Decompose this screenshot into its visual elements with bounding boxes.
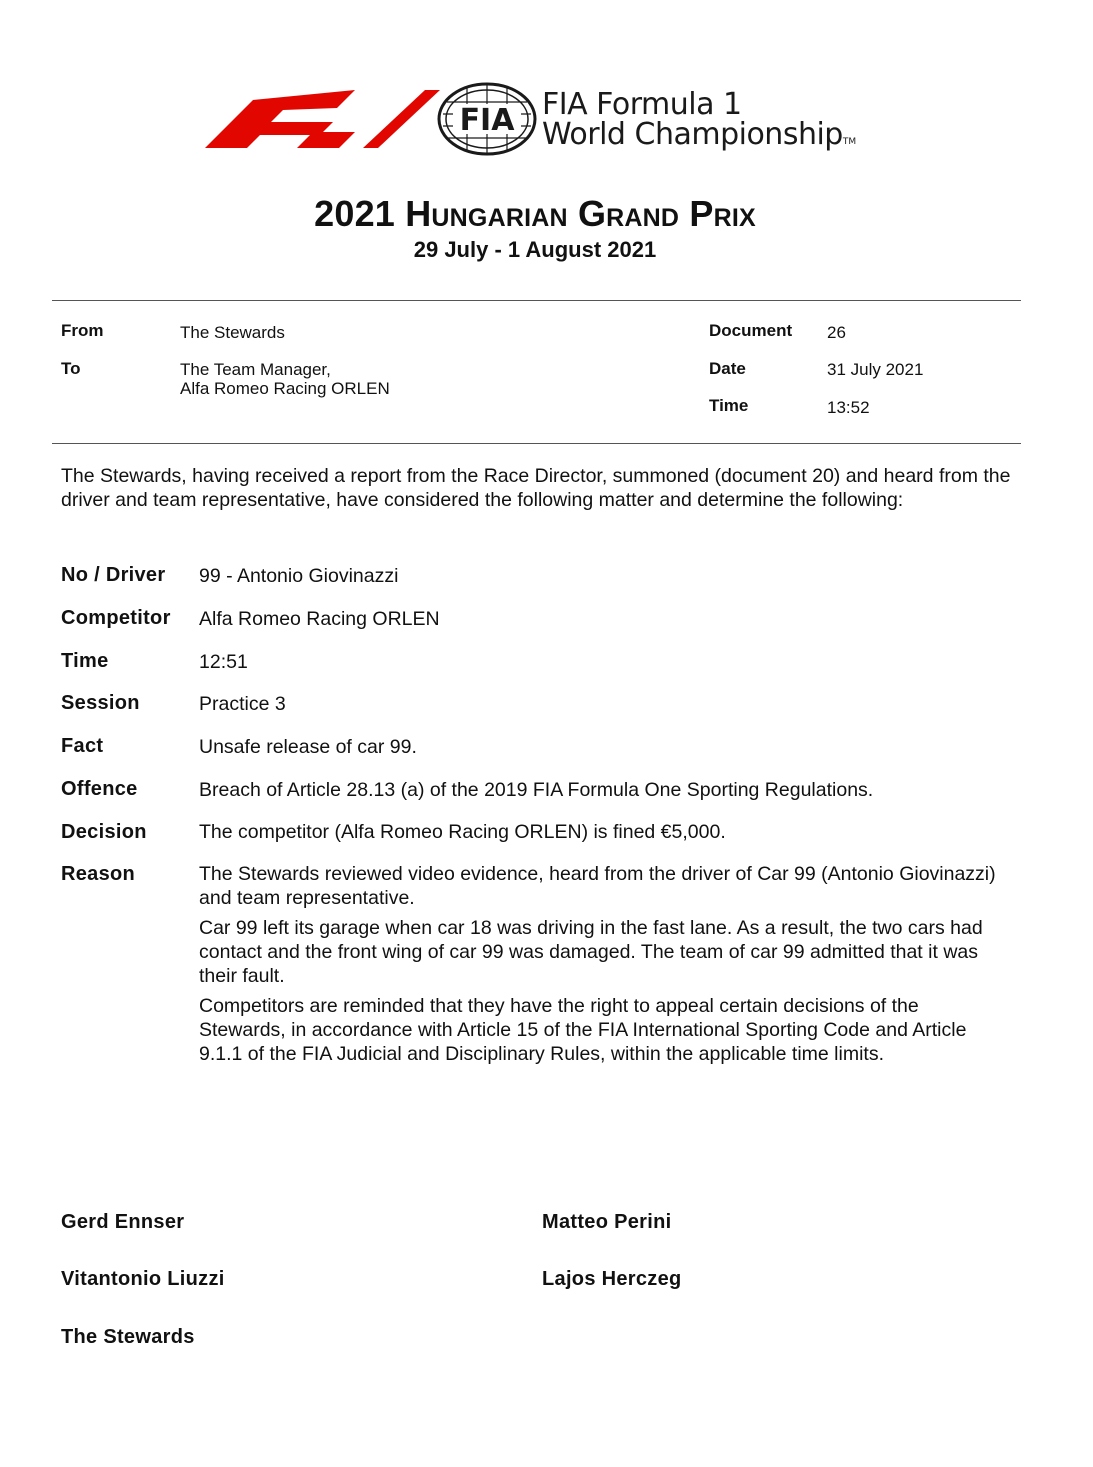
trademark-mark: TM [842,137,857,147]
date-label: Date [709,359,746,378]
detail-value-session: Practice 3 [199,693,286,715]
fia-emblem-icon [437,82,537,156]
detail-label-fact: Fact [61,735,104,757]
detail-label-decision: Decision [61,821,147,843]
fia-wordmark: FIA [459,103,515,138]
date-value: 31 July 2021 [827,360,924,379]
detail-label-session: Session [61,692,140,714]
header-logo-band [205,80,895,160]
header-divider-bottom [52,443,1021,444]
detail-value-driver: 99 - Antonio Giovinazzi [199,565,399,587]
time-value: 13:52 [827,398,870,417]
detail-value-time: 12:51 [199,651,248,673]
stewards-signoff: The Stewards [61,1326,195,1348]
reason-paragraph-1: The Stewards reviewed video evidence, heard from the driver of Car 99 (Antonio Giovinazzi) and team representative. [199,863,996,909]
steward-name-3: Vitantonio Liuzzi [61,1268,225,1290]
event-title: 2021 Hungarian Grand Prix [314,193,756,234]
detail-label-time: Time [61,650,109,672]
detail-value-decision: The competitor (Alfa Romeo Racing ORLEN) is fined €5,000. [199,821,726,843]
steward-name-1: Gerd Ennser [61,1211,185,1233]
reason-text [199,862,999,1072]
championship-line1: FIA Formula 1 [542,87,742,122]
document-value: 26 [827,323,846,342]
championship-line2 [542,117,857,157]
time-label: Time [709,396,749,415]
championship-title [542,87,857,157]
detail-label-offence: Offence [61,778,138,800]
to-label: To [61,359,81,378]
intro-paragraph: The Stewards, having received a report from the Race Director, summoned (document 20) and heard from the driver and team representative, have considered the following matter and determine the following: [61,465,1011,511]
to-value-line2: Alfa Romeo Racing ORLEN [180,379,390,398]
detail-value-fact: Unsafe release of car 99. [199,736,417,758]
steward-name-4: Lajos Herczeg [542,1268,682,1290]
event-dates: 29 July - 1 August 2021 [413,237,657,262]
reason-paragraph-3: Competitors are reminded that they have the right to appeal certain decisions of the Stewards, in accordance with Article 15 of the FIA International Sporting Code and Article 9.1.1 of the FIA Judicial and Disciplinary Rules, within the applicable time limits. [199,995,967,1065]
reason-paragraph-2: Car 99 left its garage when car 18 was driving in the fast lane. As a result, the two cars had contact and the front wing of car 99 was damaged. The team of car 99 admitted that it was their fault. [199,917,983,987]
f1-logo-icon [205,88,440,148]
detail-label-competitor: Competitor [61,607,171,629]
document-label: Document [709,321,793,340]
from-value: The Stewards [180,323,285,342]
to-value-line1: The Team Manager, [180,360,331,379]
detail-label-reason: Reason [61,863,136,885]
header-divider-top [52,300,1021,301]
from-label: From [61,321,104,340]
detail-label-driver: No / Driver [61,564,166,586]
detail-value-competitor: Alfa Romeo Racing ORLEN [199,608,440,630]
championship-line2-text: World Championship [542,117,843,152]
detail-value-offence: Breach of Article 28.13 (a) of the 2019 FIA Formula One Sporting Regulations. [199,779,874,801]
steward-name-2: Matteo Perini [542,1211,672,1233]
